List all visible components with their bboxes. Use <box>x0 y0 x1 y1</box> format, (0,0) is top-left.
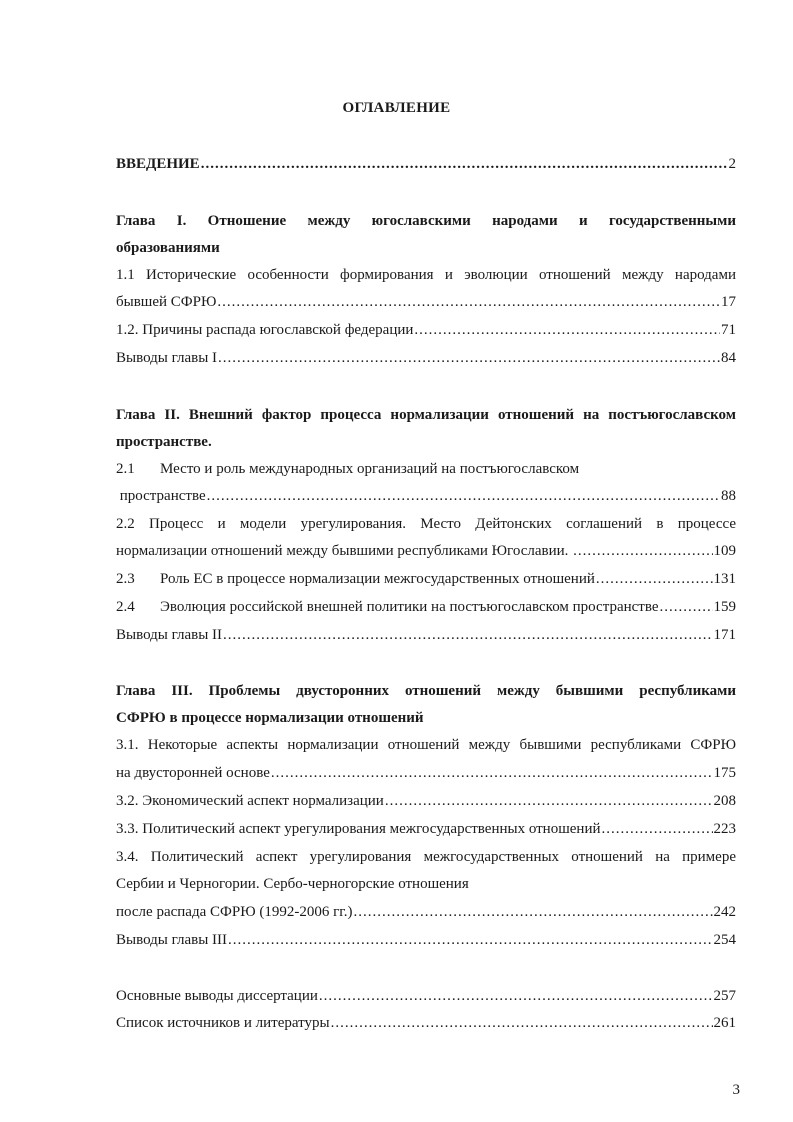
toc-entry-title: Роль ЕС в процессе нормализации межгосударственных отношений <box>160 571 595 587</box>
toc-entry-text: Список источников и литературы <box>116 1015 330 1031</box>
toc-entry-1-1-line1: 1.1 Исторические особенности формирования и эволюции отношений между народами <box>116 267 736 283</box>
toc-leader-dots <box>331 1013 713 1033</box>
toc-entry-page: 84 <box>721 350 736 366</box>
toc-leader-dots <box>660 597 713 617</box>
toc-entry-2-3 <box>116 569 736 589</box>
toc-leader-dots <box>353 902 712 922</box>
toc-entry-2-4 <box>116 597 736 617</box>
toc-entry-chapter3-conclusion <box>116 930 736 950</box>
toc-entry-text: пространстве <box>116 488 206 504</box>
chapter1-heading-line2: образованиями <box>116 240 220 256</box>
toc-leader-dots <box>385 791 713 811</box>
toc-entry-text: 3.3. Политический аспект урегулирования межгосударственных отношений <box>116 821 601 837</box>
toc-entry-page: 109 <box>713 543 736 559</box>
toc-entry-3-1 <box>116 763 736 783</box>
toc-entry-page: 257 <box>713 988 736 1004</box>
toc-entry-2-2-line1: 2.2 Процесс и модели урегулирования. Место Дейтонских соглашений в процессе <box>116 516 736 532</box>
toc-entry-number: 2.4 <box>116 599 135 615</box>
toc-entry-page: 208 <box>713 793 736 809</box>
toc-entry-text: Место и роль международных организаций на постъюгославском <box>160 461 580 477</box>
toc-entry-page: 17 <box>721 294 736 310</box>
toc-leader-dots <box>414 320 720 340</box>
chapter2-heading-line1: Глава II. Внешний фактор процесса нормализации отношений на постъюгославском <box>116 407 736 423</box>
toc-leader-dots <box>319 986 713 1006</box>
toc-entry-page: 261 <box>713 1015 736 1031</box>
toc-entry-3-4 <box>116 902 736 922</box>
toc-leader-dots <box>218 348 720 368</box>
toc-leader-dots <box>573 541 712 561</box>
toc-entry-2-1-line1 <box>116 459 736 479</box>
toc-entry-text: после распада СФРЮ (1992-2006 гг.) <box>116 904 353 920</box>
chapter2-heading-line2: пространстве. <box>116 434 212 450</box>
chapter3-heading-line1: Глава III. Проблемы двусторонних отношений между бывшими республиками <box>116 683 736 699</box>
toc-entry-text: Выводы главы I <box>116 350 218 366</box>
chapter3-heading-line2: СФРЮ в процессе нормализации отношений <box>116 710 424 726</box>
toc-entry-chapter1-conclusion <box>116 348 736 368</box>
toc-leader-dots <box>223 625 712 645</box>
chapter1-heading-line1: Глава I. Отношение между югославскими народами и государственными <box>116 213 736 229</box>
toc-entry-page: 159 <box>713 599 736 615</box>
toc-entry-text: нормализации отношений между бывшими республиками Югославии. <box>116 543 573 559</box>
toc-entry-page: 71 <box>721 322 736 338</box>
toc-entry-chapter2-conclusion <box>116 625 736 645</box>
toc-leader-dots <box>207 486 720 506</box>
toc-entry-3-1-line1: 3.1. Некоторые аспекты нормализации отношений между бывшими республиками СФРЮ <box>116 737 736 753</box>
toc-entry-3-4-line1: 3.4. Политический аспект урегулирования межгосударственных отношений на примере <box>116 849 736 865</box>
toc-leader-dots <box>596 569 713 589</box>
toc-entry-1-2 <box>116 320 736 340</box>
toc-entry-1-1 <box>116 292 736 312</box>
toc-entry-text: на двусторонней основе <box>116 765 270 781</box>
toc-entry-3-2 <box>116 791 736 811</box>
toc-entry-introduction <box>116 154 736 174</box>
toc-entry-page: 254 <box>713 932 736 948</box>
toc-entry-page: 88 <box>721 488 736 504</box>
toc-entry-text: Основные выводы диссертации <box>116 988 318 1004</box>
page-number: 3 <box>732 1082 740 1098</box>
toc-entry-number: 2.1 <box>116 461 135 477</box>
toc-entry-page: 171 <box>713 627 736 643</box>
toc-entry-number: 2.3 <box>116 571 135 587</box>
toc-entry-page: 223 <box>713 821 736 837</box>
toc-leader-dots <box>602 819 713 839</box>
toc-entry-text: ВВЕДЕНИЕ <box>116 156 200 172</box>
toc-leader-dots <box>201 154 728 174</box>
toc-entry-page: 2 <box>728 156 736 172</box>
toc-entry-text <box>116 569 595 589</box>
toc-entry-sources <box>116 1013 736 1033</box>
toc-entry-2-1 <box>116 486 736 506</box>
toc-leader-dots <box>228 930 712 950</box>
toc-leader-dots <box>271 763 713 783</box>
toc-entry-3-3 <box>116 819 736 839</box>
toc-entry-text: 1.2. Причины распада югославской федерации <box>116 322 414 338</box>
toc-entry-text: бывшей СФРЮ <box>116 294 217 310</box>
toc-entry-text: 3.2. Экономический аспект нормализации <box>116 793 384 809</box>
toc-entry-2-2 <box>116 541 736 561</box>
toc-entry-page: 242 <box>713 904 736 920</box>
toc-entry-title: Эволюция российской внешней политики на постъюгославском пространстве <box>160 599 659 615</box>
toc-leader-dots <box>217 292 720 312</box>
toc-entry-main-conclusions <box>116 986 736 1006</box>
toc-entry-text <box>116 597 659 617</box>
toc-entry-3-4-line2: Сербии и Черногории. Сербо-черногорские отношения <box>116 876 469 892</box>
page-title: ОГЛАВЛЕНИЕ <box>342 100 451 116</box>
toc-entry-page: 175 <box>713 765 736 781</box>
toc-entry-text: Выводы главы III <box>116 932 228 948</box>
toc-entry-text: Выводы главы II <box>116 627 223 643</box>
toc-entry-page: 131 <box>713 571 736 587</box>
